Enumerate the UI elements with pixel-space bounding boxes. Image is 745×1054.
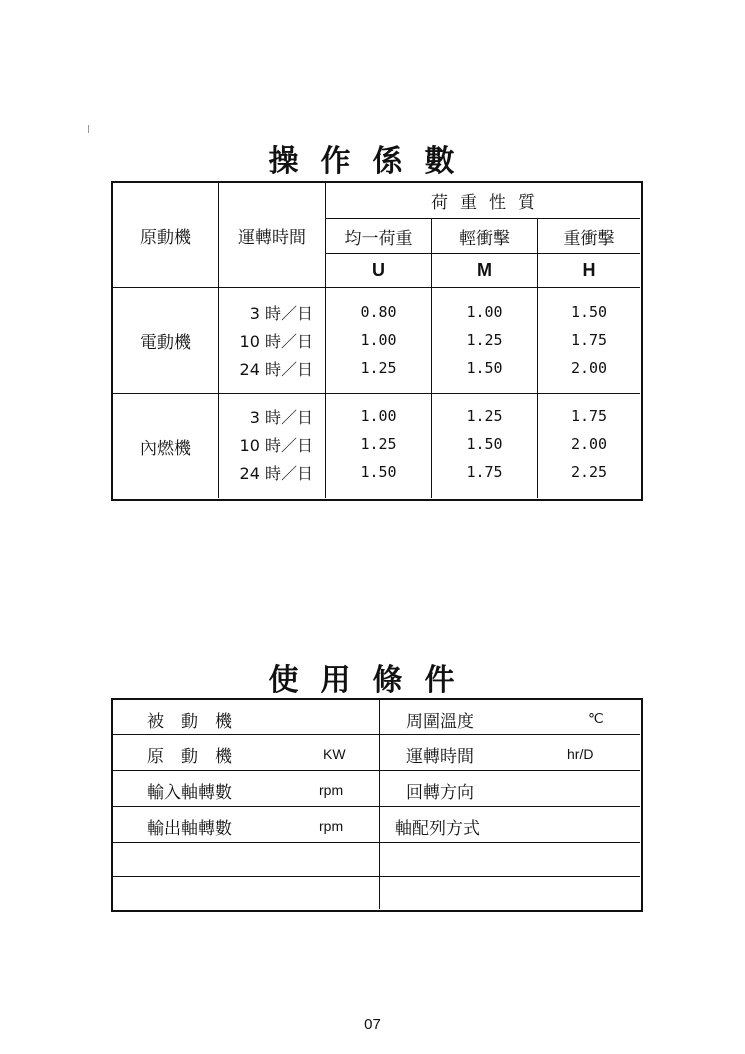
factor-value: 1.50	[360, 463, 397, 481]
factor-value: 1.25	[466, 407, 503, 425]
unit-rpm: rpm	[319, 782, 344, 798]
form-rule	[113, 842, 640, 843]
unit-hours-per-day: hr/D	[567, 746, 594, 762]
form-rule	[113, 806, 640, 807]
unit-celsius: ℃	[588, 710, 604, 726]
label-operating-time: 運轉時間	[406, 747, 474, 767]
time-cell: 24 時／日	[239, 359, 313, 379]
header-load-heavy-shock: 重衝擊	[563, 228, 615, 249]
group-label-electric-motor: 電動機	[140, 333, 191, 353]
header-code-u: U	[372, 260, 385, 280]
header-operating-time: 運轉時間	[238, 227, 306, 248]
page-number: 07	[364, 1016, 381, 1033]
label-ambient-temperature: 周圍溫度	[406, 712, 474, 732]
factor-value: 1.50	[466, 435, 503, 453]
factor-value: 1.25	[360, 359, 397, 377]
label-output-shaft-speed: 輸出軸轉數	[147, 819, 232, 839]
factor-value: 2.25	[570, 463, 608, 481]
time-cell: 10 時／日	[239, 435, 313, 455]
factor-value: 1.50	[570, 303, 608, 321]
factor-value: 2.00	[570, 435, 608, 453]
unit-rpm: rpm	[319, 818, 344, 834]
factor-value: 1.00	[360, 331, 397, 349]
factor-value: 1.75	[570, 331, 608, 349]
factor-value: 1.50	[466, 359, 503, 377]
form-rule	[379, 700, 380, 909]
factor-value: 1.75	[466, 463, 503, 481]
label-shaft-arrangement: 軸配列方式	[395, 819, 480, 839]
label-driven-machine: 被 動 機	[147, 712, 232, 732]
operating-factor-table	[111, 181, 643, 501]
factor-value: 0.80	[360, 303, 397, 321]
header-code-h: H	[582, 260, 596, 280]
factor-value: 1.25	[360, 435, 397, 453]
form-rule	[113, 876, 640, 877]
header-load-uniform: 均一荷重	[344, 228, 413, 249]
label-input-shaft-speed: 輸入軸轉數	[147, 783, 232, 803]
header-prime-mover: 原動機	[140, 227, 191, 248]
time-cell: 10 時／日	[239, 331, 313, 351]
factor-value: 2.00	[570, 359, 608, 377]
header-load-light-shock: 輕衝擊	[459, 228, 510, 249]
label-prime-mover: 原 動 機	[147, 747, 232, 767]
usage-conditions-form	[111, 698, 643, 912]
form-rule	[113, 734, 640, 735]
factor-value: 1.75	[570, 407, 608, 425]
margin-mark	[88, 125, 89, 133]
group-label-combustion-engine: 內燃機	[140, 438, 191, 459]
header-code-m: M	[477, 260, 492, 280]
time-cell: 3 時／日	[249, 303, 313, 323]
header-load-nature: 荷重性質	[431, 193, 547, 213]
time-cell: 3 時／日	[249, 407, 313, 427]
label-rotation-direction: 回轉方向	[406, 783, 474, 803]
factor-value: 1.25	[466, 331, 503, 349]
section-title-usage-conditions: 使用條件	[268, 663, 477, 698]
time-cell: 24 時／日	[239, 463, 313, 483]
factor-value: 1.00	[466, 303, 503, 321]
factor-value: 1.00	[360, 407, 397, 425]
unit-kw: KW	[323, 746, 346, 762]
section-title-operating-factor: 操作係數	[268, 144, 477, 179]
form-rule	[113, 770, 640, 771]
